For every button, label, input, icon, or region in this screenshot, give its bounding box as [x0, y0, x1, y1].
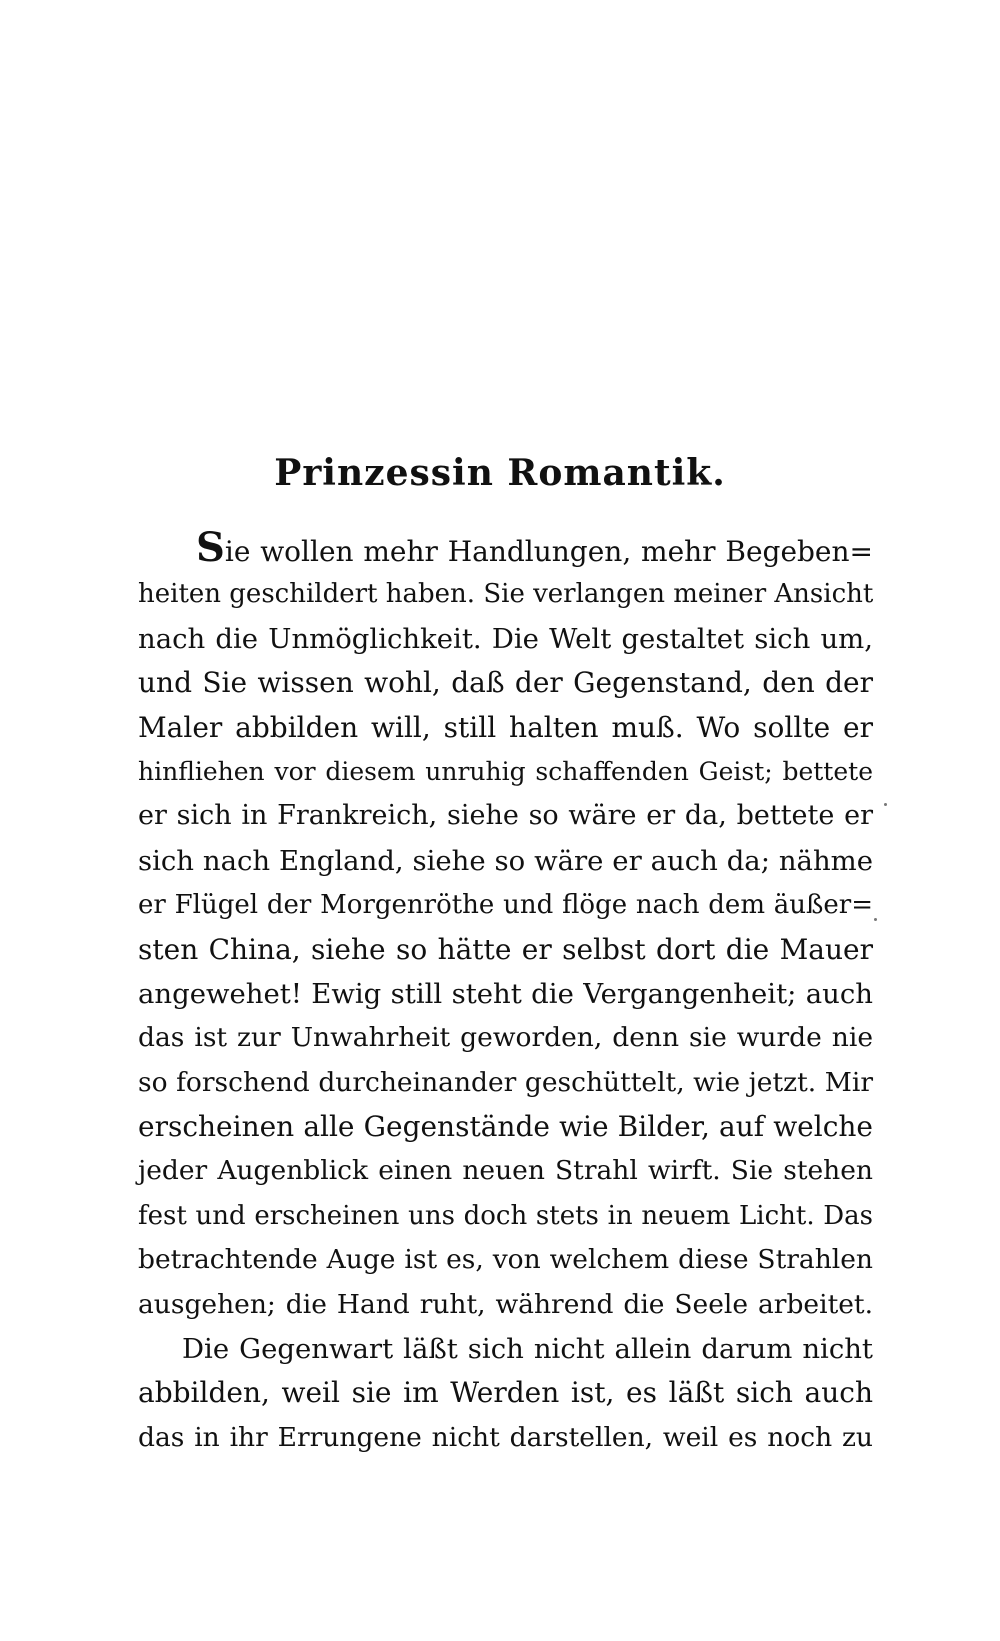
print-speck	[874, 918, 877, 921]
text-line: angewehet! Ewig still steht die Vergangenheit; auch	[138, 977, 873, 1010]
text-line: das ist zur Unwahrheit geworden, denn sie wurde nie	[138, 1022, 873, 1054]
text-line: erscheinen alle Gegenstände wie Bilder, auf welche	[138, 1110, 873, 1144]
text-line: betrachtende Auge ist es, von welchem diese Strahlen	[138, 1244, 873, 1276]
text-line: fest und erscheinen uns doch stets in neuem Licht. Das	[138, 1200, 873, 1231]
body-text	[138, 524, 874, 1460]
text-line: so forschend durcheinander geschüttelt, wie jetzt. Mir	[138, 1066, 873, 1098]
text-line	[138, 524, 873, 572]
text-line: hinfliehen vor diesem unruhig schaffenden Geist; bettete	[138, 756, 873, 786]
text-line: er Flügel der Morgenröthe und flöge nach dem äußer=	[138, 890, 873, 921]
text-line: das in ihr Errungene nicht darstellen, weil es noch zu	[138, 1421, 873, 1453]
text-line: ausgehen; die Hand ruht, während die Seele arbeitet.	[138, 1288, 873, 1320]
text-line: heiten geschildert haben. Sie verlangen meiner Ansicht	[138, 579, 874, 610]
text-line: abbilden, weil sie im Werden ist, es läßt sich auch	[138, 1376, 873, 1410]
drop-cap: S	[196, 524, 225, 571]
text-line: sten China, siehe so hätte er selbst dort die Mauer	[138, 932, 873, 966]
text-line: Die Gegenwart läßt sich nicht allein darum nicht	[182, 1333, 873, 1366]
chapter-title: Prinzessin Romantik.	[274, 452, 726, 494]
text-line-content: ie wollen mehr Handlungen, mehr Begeben=	[224, 535, 873, 568]
text-line: sich nach England, siehe so wäre er auch da; nähme	[138, 844, 873, 877]
text-line: Maler abbilden will, still halten muß. Wo sollte er	[138, 710, 873, 744]
text-line: er sich in Frankreich, siehe so wäre er da, bettete er	[138, 800, 873, 832]
text-line: nach die Unmöglichkeit. Die Welt gestaltet sich um,	[138, 622, 873, 655]
text-line: jeder Augenblick einen neuen Strahl wirft. Sie stehen	[138, 1155, 873, 1187]
text-line: und Sie wissen wohl, daß der Gegenstand, den der	[138, 666, 873, 700]
print-speck	[884, 803, 887, 806]
